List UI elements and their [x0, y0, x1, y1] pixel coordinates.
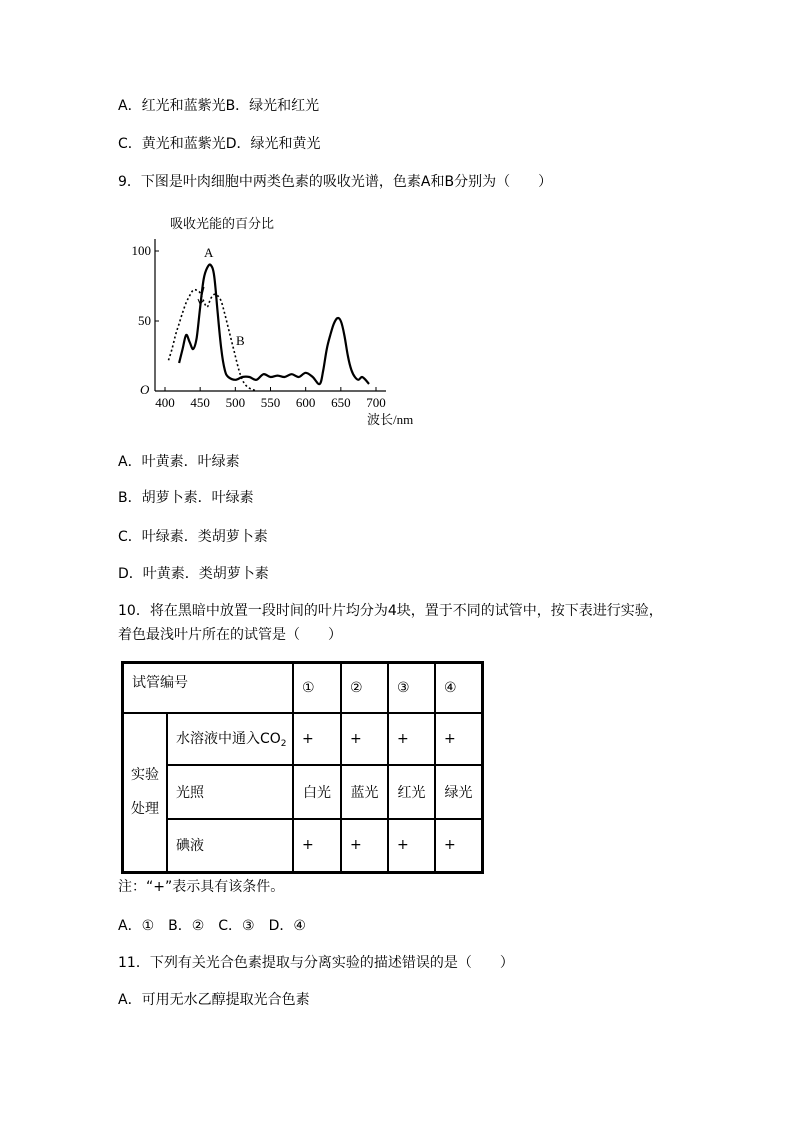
row-iodine-value-1: + — [293, 819, 341, 873]
row-co2-text: 水溶液中通入CO — [176, 731, 281, 747]
row-light-value-1: 白光 — [293, 765, 341, 819]
q10-stem-line1: 10．将在黑暗中放置一段时间的叶片均分为4块，置于不同的试管中，按下表进行实验， — [118, 603, 663, 619]
q11-stem: 11．下列有关光合色素提取与分离实验的描述错误的是（ ） — [118, 955, 514, 971]
row-co2-value-3: + — [388, 713, 435, 765]
q9-option-a: A．叶黄素．叶绿素 — [118, 454, 240, 470]
x-tick-label-400: 400 — [155, 395, 175, 410]
row-iodine-value-4: + — [435, 819, 483, 873]
chart-title: 吸收光能的百分比 — [170, 217, 275, 232]
table-row-co2 — [123, 713, 483, 765]
experiment-table — [121, 661, 484, 874]
treatment-label-line2: 处理 — [131, 801, 159, 818]
x-tick-label-500: 500 — [225, 395, 246, 410]
label-b: B — [236, 333, 245, 348]
row-light-value-2: 蓝光 — [341, 765, 388, 819]
row-iodine-value-3: + — [388, 819, 435, 873]
row-co2-subscript: 2 — [280, 739, 287, 749]
x-tick-label-600: 600 — [295, 395, 316, 410]
row-iodine-label: 碘液 — [167, 819, 293, 873]
row-co2-value-4: + — [435, 713, 483, 765]
label-a: A — [204, 245, 214, 260]
y-tick-label-50: 50 — [138, 313, 151, 328]
q8-options-line2: C．黄光和蓝紫光D．绿光和黄光 — [118, 136, 321, 152]
row-iodine-value-2: + — [341, 819, 388, 873]
q10-note: 注：“+”表示具有该条件。 — [118, 879, 285, 895]
table-header-row — [123, 663, 483, 713]
tube-2-header: ② — [341, 663, 388, 713]
q11-option-a: A．可用无水乙醇提取光合色素 — [118, 992, 310, 1008]
tube-4-header: ④ — [435, 663, 483, 713]
curve-a — [179, 265, 369, 385]
x-tick-label-550: 550 — [260, 395, 281, 410]
tube-1-header: ① — [293, 663, 341, 713]
y-tick-label-100: 100 — [131, 243, 151, 258]
q9-option-b: B．胡萝卜素．叶绿素 — [118, 490, 254, 506]
table-row-light — [123, 765, 483, 819]
q10-stem-line2: 着色最浅叶片所在的试管是（ ） — [118, 627, 342, 643]
treatment-label-line1: 实验 — [131, 767, 159, 784]
row-co2-label — [167, 713, 293, 765]
tube-number-header: 试管编号 — [123, 663, 294, 713]
table-row-iodine — [123, 819, 483, 873]
row-light-value-3: 红光 — [388, 765, 435, 819]
absorption-spectrum-chart — [118, 205, 438, 430]
q9-stem: 9．下图是叶肉细胞中两类色素的吸收光谱，色素A和B分别为（ ） — [118, 174, 553, 190]
q9-option-d: D．叶黄素．类胡萝卜素 — [118, 566, 269, 582]
x-tick-label-650: 650 — [331, 395, 351, 410]
row-light-value-4: 绿光 — [435, 765, 483, 819]
treatment-group-label — [123, 713, 168, 873]
q9-option-c: C．叶绿素．类胡萝卜素 — [118, 529, 268, 545]
row-light-label: 光照 — [167, 765, 293, 819]
origin-label: O — [140, 382, 150, 397]
x-tick-label-450: 450 — [190, 395, 210, 410]
q8-options-line1: A．红光和蓝紫光B．绿光和红光 — [118, 98, 320, 114]
x-tick-label-700: 700 — [366, 395, 386, 410]
x-axis-label: 波长/nm — [367, 412, 414, 427]
row-co2-value-2: + — [341, 713, 388, 765]
q10-options: A．① B．② C．③ D．④ — [118, 918, 306, 934]
row-co2-value-1: + — [293, 713, 341, 765]
tube-3-header: ③ — [388, 663, 435, 713]
